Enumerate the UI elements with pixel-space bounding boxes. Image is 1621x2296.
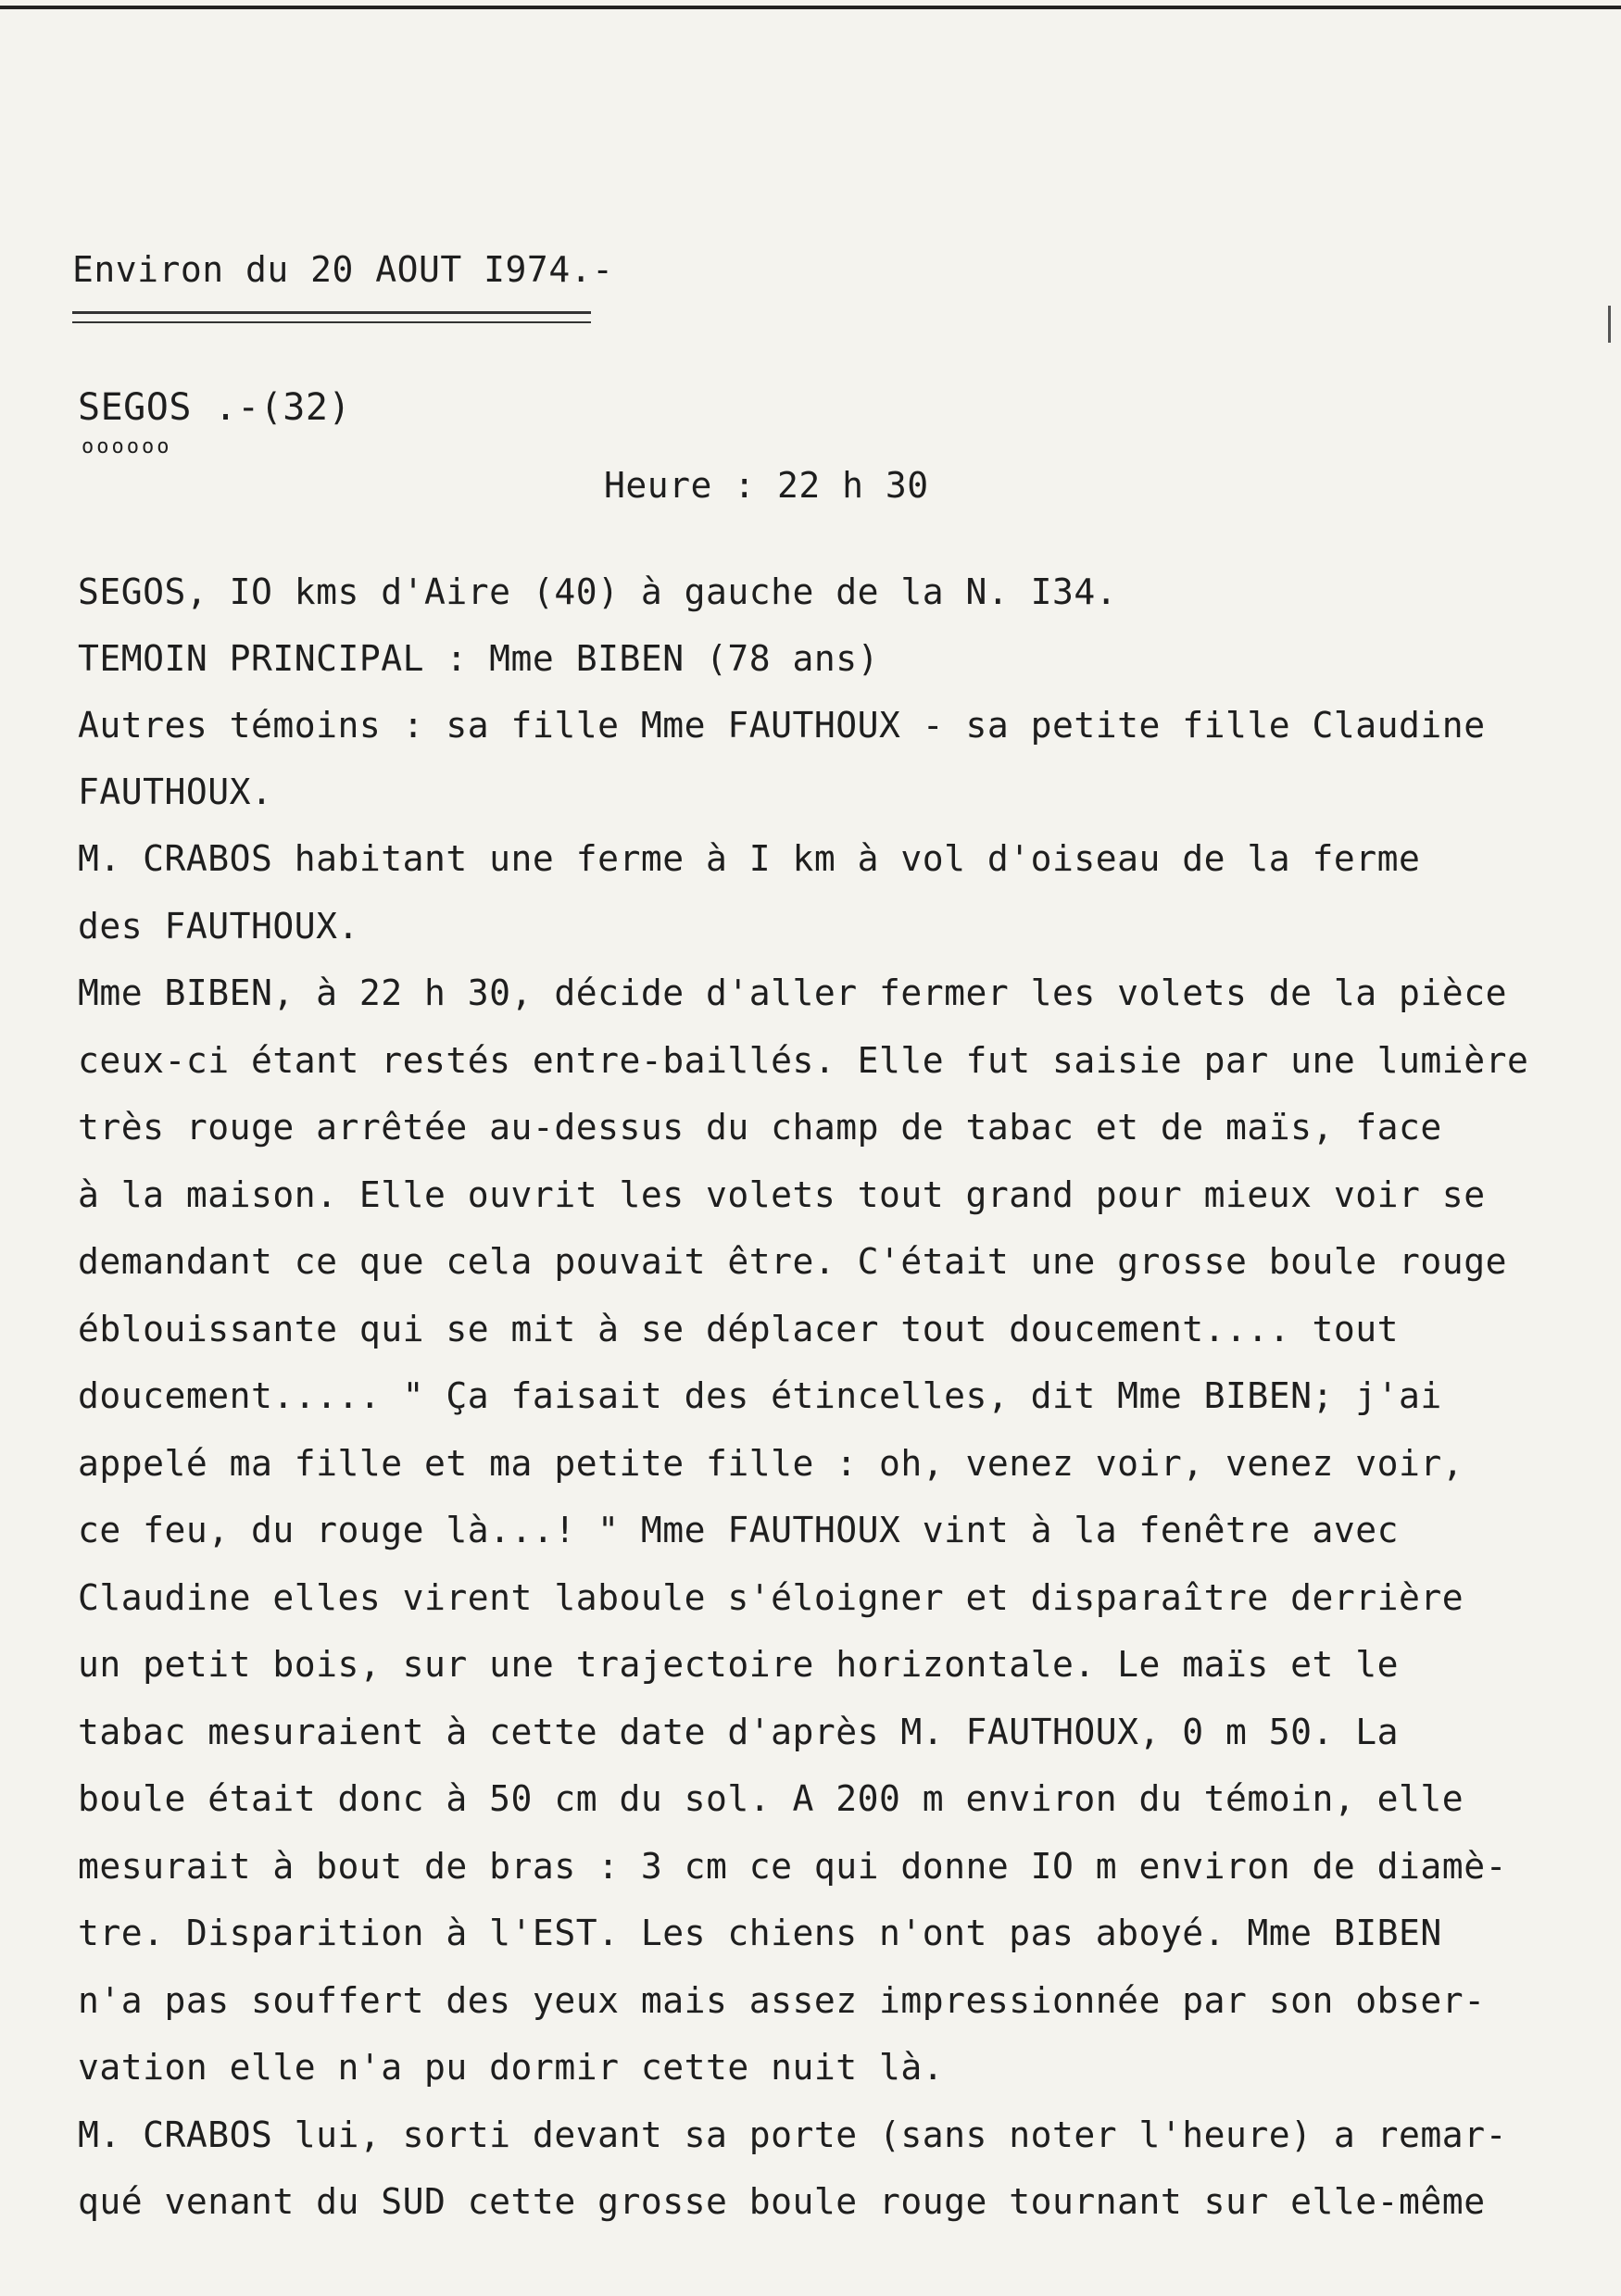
body-line: demandant ce que cela pouvait être. C'était une grosse boule rouge [78,1241,1507,1282]
body-line: Claudine elles virent laboule s'éloigner et disparaître derrière [78,1577,1464,1618]
body-line: mesurait à bout de bras : 3 cm ce qui donne IO m environ de diamè- [78,1846,1507,1887]
location-heading: SEGOS .-(32) [78,386,351,429]
body-line: Autres témoins : sa fille Mme FAUTHOUX - sa petite fille Claudine [78,705,1486,746]
body-line: à la maison. Elle ouvrit les volets tout grand pour mieux voir se [78,1174,1486,1215]
body-line: qué venant du SUD cette grosse boule rouge tournant sur elle-même [78,2181,1486,2222]
body-line: très rouge arrêtée au-dessus du champ de tabac et de maïs, face [78,1107,1442,1148]
body-line: vation elle n'a pu dormir cette nuit là. [78,2047,945,2088]
body-line: SEGOS, IO kms d'Aire (40) à gauche de la N. I34. [78,571,1118,612]
body-line: tre. Disparition à l'EST. Les chiens n'ont pas aboyé. Mme BIBEN [78,1913,1442,1953]
margin-mark [1608,306,1611,343]
time-of-event: Heure : 22 h 30 [604,465,929,506]
body-line: éblouissante qui se mit à se déplacer tout doucement.... tout [78,1309,1400,1349]
body-line: M. CRABOS lui, sorti devant sa porte (sans noter l'heure) a remar- [78,2114,1507,2155]
body-line: ce feu, du rouge là...! " Mme FAUTHOUX vint à la fenêtre avec [78,1510,1400,1550]
body-line: TEMOIN PRINCIPAL : Mme BIBEN (78 ans) [78,638,879,679]
location-underline-circles: oooooo [82,435,172,458]
body-line: M. CRABOS habitant une ferme à I km à vol d'oiseau de la ferme [78,838,1421,879]
date-underline [72,311,591,323]
body-line: doucement..... " Ça faisait des étincelles, dit Mme BIBEN; j'ai [78,1375,1442,1416]
body-line: Mme BIBEN, à 22 h 30, décide d'aller fermer les volets de la pièce [78,972,1507,1013]
body-line: appelé ma fille et ma petite fille : oh, venez voir, venez voir, [78,1443,1464,1484]
body-line: des FAUTHOUX. [78,906,359,947]
body-line: n'a pas souffert des yeux mais assez impressionnée par son obser- [78,1980,1486,2021]
body-line: boule était donc à 50 cm du sol. A 200 m environ du témoin, elle [78,1778,1464,1819]
document-date: Environ du 20 AOUT I974.- [72,249,614,290]
top-border-line [0,6,1621,9]
body-line: tabac mesuraient à cette date d'après M. FAUTHOUX, 0 m 50. La [78,1712,1400,1752]
body-line: FAUTHOUX. [78,772,273,812]
body-line: ceux-ci étant restés entre-baillés. Elle fut saisie par une lumière [78,1040,1529,1081]
body-line: un petit bois, sur une trajectoire horizontale. Le maïs et le [78,1644,1400,1685]
